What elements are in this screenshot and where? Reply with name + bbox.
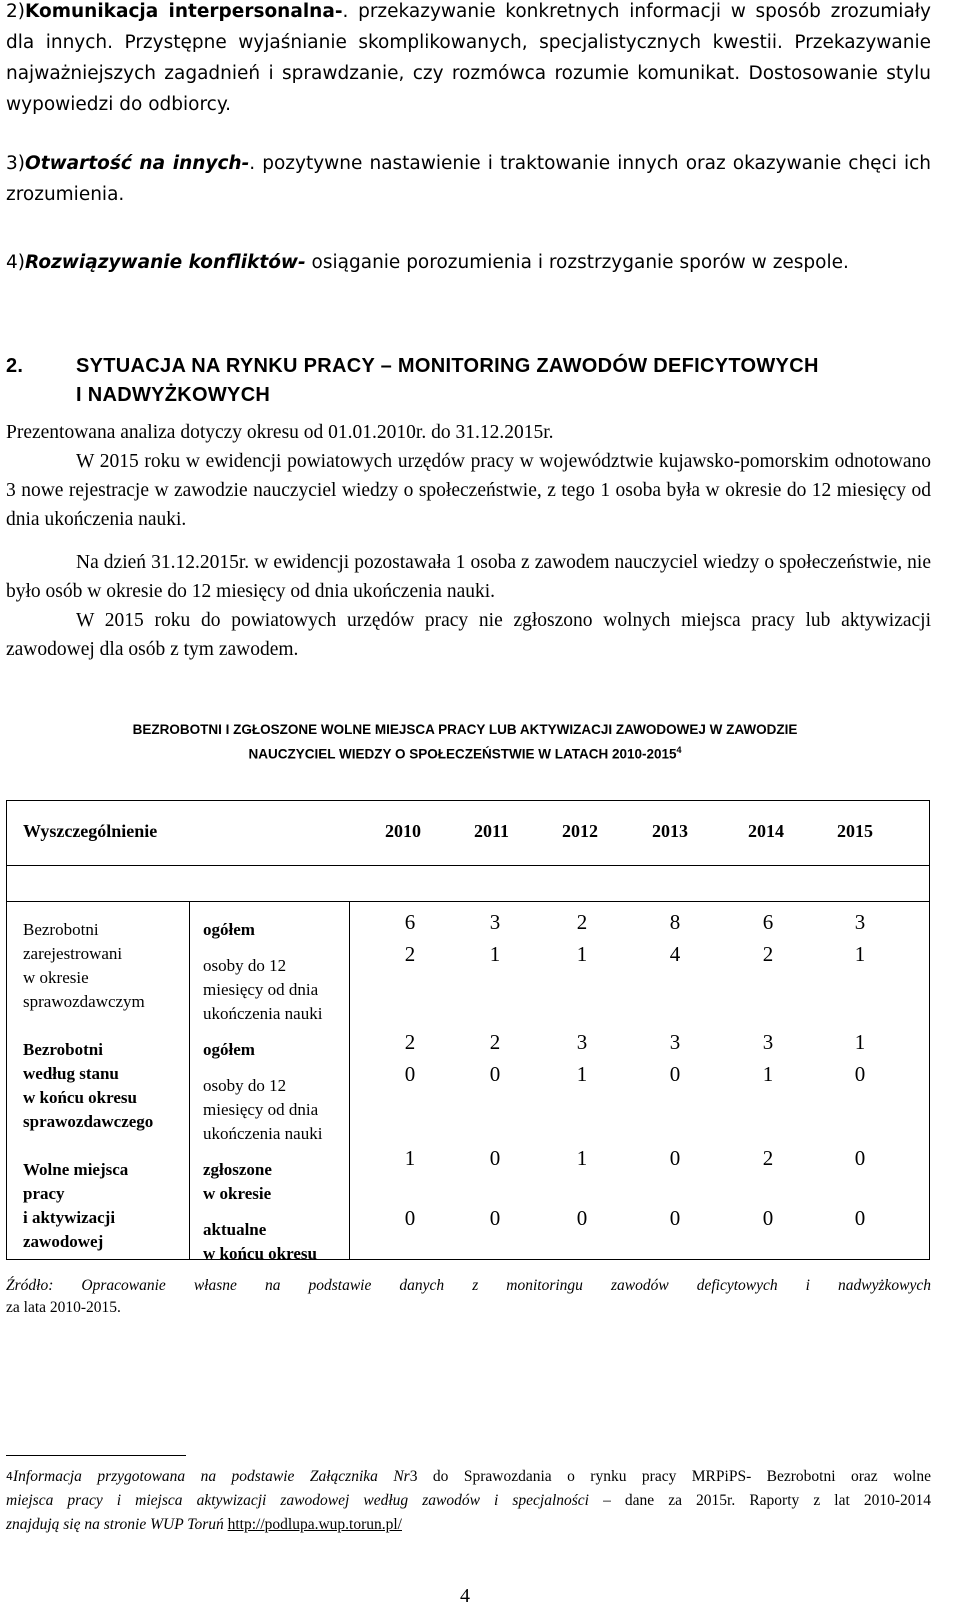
value-cell: 2 <box>762 1146 774 1170</box>
footnote-line2 <box>6 1489 931 1513</box>
row-label-total: ogółem <box>203 920 255 939</box>
value-cell: 3 <box>576 1030 588 1054</box>
group-label-line: w okresie <box>23 968 89 987</box>
footnote-text: 3 do Sprawozdania o rynku pracy MRPiPS- Bezrobotni oraz wolne <box>409 1468 931 1485</box>
header-year: 2014 <box>748 821 784 841</box>
competency-openness <box>6 148 931 210</box>
value-cell: 6 <box>762 910 774 934</box>
data-table <box>6 800 930 1263</box>
column-divider <box>349 902 350 1260</box>
value-cell: 0 <box>669 1062 681 1086</box>
competency-communication <box>6 0 931 120</box>
header-year: 2012 <box>562 821 598 841</box>
value-cell: 0 <box>489 1062 501 1086</box>
group-label-line: pracy <box>23 1184 65 1203</box>
value-cell: 3 <box>669 1030 681 1054</box>
value-cell: 1 <box>576 1062 588 1086</box>
value-cell: 2 <box>404 1030 416 1054</box>
row-label-line: ukończenia nauki <box>203 1124 323 1143</box>
value-cell: 2 <box>404 942 416 966</box>
analysis-intro <box>6 418 931 447</box>
value-cell: 2 <box>489 1030 501 1054</box>
row-label-graduates <box>203 954 322 1026</box>
header-year: 2010 <box>385 821 421 841</box>
group-label-line: Wolne miejsca <box>23 1160 129 1179</box>
footnote-italic: znajdują się na stronie WUP Toruń <box>6 1516 224 1533</box>
row-label-line: w okresie <box>203 1184 272 1203</box>
group-label-line: Bezrobotni <box>23 1040 103 1059</box>
header-label: Wyszczególnienie <box>23 821 158 841</box>
value-cell: 0 <box>854 1206 866 1230</box>
group-label-line: i aktywizacji <box>23 1208 116 1227</box>
paragraph-2: Na dzień 31.12.2015r. w ewidencji pozostawała 1 osoba z zawodem nauczyciel wiedzy o społeczeństwie, nie było osób w okresie do 12 miesięcy od dnia ukończenia nauki. <box>6 552 931 602</box>
competency-text: . przekazywanie konkretnych informacji w sposób <box>342 1 821 22</box>
row-label-line: osoby do 12 <box>203 956 287 975</box>
section-title-line1: SYTUACJA NA RYNKU PRACY – MONITORING ZAWODÓW DEFICYTOWYCH <box>76 355 819 377</box>
competency-number: 3) <box>6 153 25 174</box>
competency-title: Rozwiązywanie konfliktów- <box>25 252 306 273</box>
table-header-row <box>7 801 929 866</box>
competency-number: 2) <box>6 1 25 22</box>
value-cell: 0 <box>489 1206 501 1230</box>
competency-text: osiąganie porozumienia i rozstrzyganie sporów w zespole. <box>305 252 849 273</box>
row-label-current <box>203 1218 317 1266</box>
footnote <box>6 1465 931 1537</box>
competency-text: . pozytywne nastawienie i traktowanie innych oraz okazywanie chęci ich zrozumienia. <box>6 153 931 205</box>
group-label-end-of-period <box>23 1038 153 1134</box>
row-label-line: miesięcy od dnia <box>203 1100 319 1119</box>
value-cell: 1 <box>854 1030 866 1054</box>
footnote-italic: Informacja przygotowana na podstawie Załącznika Nr <box>13 1468 410 1485</box>
value-cell: 0 <box>404 1062 416 1086</box>
value-cell: 0 <box>854 1146 866 1170</box>
row-label-line: zgłoszone <box>203 1160 272 1179</box>
section-title-line2: I NADWYŻKOWYCH <box>76 384 271 406</box>
group-label-vacancies <box>23 1158 128 1254</box>
table-title-line1: BEZROBOTNI I ZGŁOSZONE WOLNE MIEJSCA PRACY LUB AKTYWIZACJI ZAWODOWEJ W ZAWODZIE <box>132 722 798 737</box>
value-cell: 3 <box>854 910 866 934</box>
paragraph-1: W 2015 roku w ewidencji powiatowych urzędów pracy w województwie kujawsko-pomorskim odnotowano 3 nowe rejestracje w zawodzie nauczyciel wiedzy o społeczeństwie, z tego 1 osoba była w okresie do 12 miesięcy od dnia ukończenia nauki. <box>6 451 931 530</box>
column-divider <box>189 902 190 1260</box>
value-cell: 1 <box>576 942 588 966</box>
section-heading <box>6 352 931 410</box>
table-spacer-row <box>7 865 929 901</box>
page-number: 4 <box>460 1585 470 1607</box>
value-cell: 0 <box>669 1146 681 1170</box>
footnote-link[interactable]: http://podlupa.wup.torun.pl/ <box>227 1516 402 1533</box>
value-cell: 3 <box>489 910 501 934</box>
table-title <box>0 720 930 765</box>
value-cell: 1 <box>489 942 501 966</box>
competency-number: 4) <box>6 252 25 273</box>
value-cell: 0 <box>669 1206 681 1230</box>
source-line1 <box>6 1275 931 1297</box>
row-label-total: ogółem <box>203 1040 255 1059</box>
value-cell: 8 <box>669 910 681 934</box>
footnote-line1 <box>6 1465 931 1489</box>
value-cell: 1 <box>404 1146 416 1170</box>
footnote-marker: 4 <box>6 1470 13 1483</box>
header-year: 2011 <box>474 821 510 841</box>
group-label-registered <box>23 918 145 1014</box>
competency-text-rest: zrozumiały dla innych. Przystępne wyjaśnianie skomplikowanych, specjalistycznych kwestii. Przekazywanie najważniejszych zagadnień i sprawdzanie, czy rozmówca rozumie komunikat. Dostosowanie stylu wypowiedzi do odbiorcy. <box>6 1 931 115</box>
value-cell: 1 <box>854 942 866 966</box>
row-label-line: miesięcy od dnia <box>203 980 319 999</box>
table-source <box>6 1275 931 1319</box>
source-label: Źródło: <box>6 1277 54 1294</box>
group-label-line: w końcu okresu <box>23 1088 137 1107</box>
group-label-line: zawodowej <box>23 1232 104 1251</box>
group-label-line: zarejestrowani <box>23 944 123 963</box>
value-cell: 0 <box>762 1206 774 1230</box>
group-label-line: według stanu <box>23 1064 119 1083</box>
paragraph-3: W 2015 roku do powiatowych urzędów pracy nie zgłoszono wolnych miejsca pracy lub aktywizacji zawodowej dla osób z tym zawodem. <box>6 610 931 660</box>
source-text: Opracowanie własne na podstawie danych z monitoringu zawodów deficytowych i nadwyżkowych <box>81 1277 931 1294</box>
value-cell: 3 <box>762 1030 774 1054</box>
group-label-line: sprawozdawczego <box>23 1112 154 1131</box>
row-label-line: aktualne <box>203 1220 267 1239</box>
table-title-footnote-ref: 4 <box>676 745 682 755</box>
row-label-line: ukończenia nauki <box>203 1004 323 1023</box>
intro-paragraph: Prezentowana analiza dotyczy okresu od 01.01.2010r. do 31.12.2015r. <box>6 422 554 443</box>
row-label-line: osoby do 12 <box>203 1076 287 1095</box>
table-body <box>7 901 929 1263</box>
section-number: 2. <box>6 355 24 377</box>
group-label-line: Bezrobotni <box>23 920 99 939</box>
value-cell: 0 <box>404 1206 416 1230</box>
value-cell: 2 <box>762 942 774 966</box>
competency-title: Otwartość na innych- <box>25 153 250 174</box>
footnote-text: – dane za 2015r. Raporty z lat 2010-2014 <box>589 1492 932 1509</box>
value-cell: 2 <box>576 910 588 934</box>
value-cell: 0 <box>854 1062 866 1086</box>
value-cell: 0 <box>489 1146 501 1170</box>
footnote-italic: miejsca pracy i miejsca aktywizacji zawodowej według zawodów i specjalności <box>6 1492 589 1509</box>
row-label-graduates <box>203 1074 322 1146</box>
row-label-line: w końcu okresu <box>203 1244 317 1263</box>
value-cell: 4 <box>669 942 681 966</box>
header-year: 2015 <box>837 821 873 841</box>
group-label-line: sprawozdawczym <box>23 992 145 1011</box>
footnote-separator <box>6 1455 186 1456</box>
value-cell: 1 <box>762 1062 774 1086</box>
source-line2: za lata 2010-2015. <box>6 1299 121 1316</box>
footnote-line3 <box>6 1513 931 1537</box>
value-cell: 1 <box>576 1146 588 1170</box>
row-label-reported <box>203 1158 272 1206</box>
value-cell: 0 <box>576 1206 588 1230</box>
header-year: 2013 <box>652 821 688 841</box>
competency-title: Komunikacja interpersonalna- <box>25 1 343 22</box>
competency-conflict-resolution <box>6 247 931 278</box>
value-cell: 6 <box>404 910 416 934</box>
table-title-line2: NAUCZYCIEL WIEDZY O SPOŁECZEŃSTWIE W LATACH 2010-2015 <box>248 746 677 762</box>
